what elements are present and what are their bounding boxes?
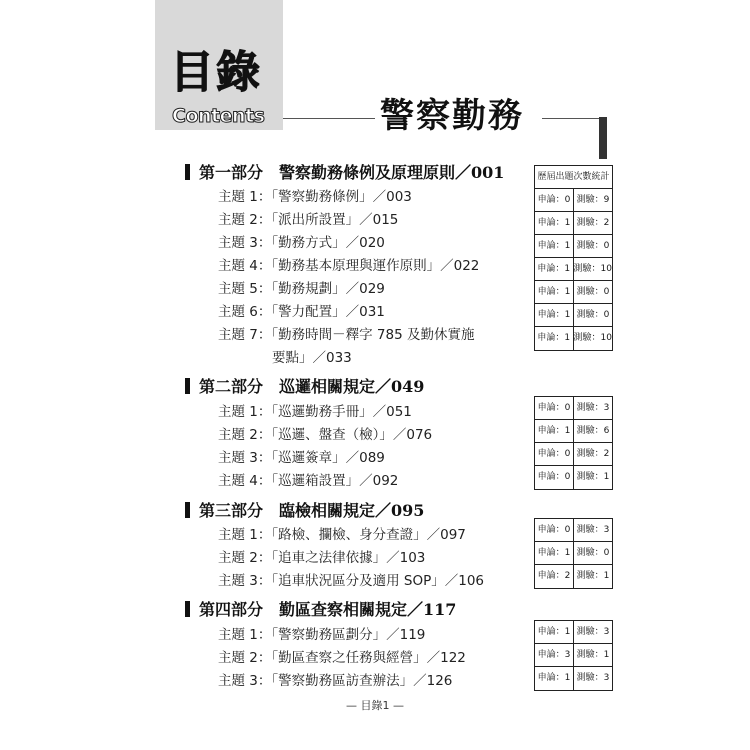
quiz-count: 測驗：3 — [576, 525, 610, 535]
quiz-count: 測驗：1 — [576, 472, 610, 482]
part-subtitle: 臨檢相關規定 — [279, 501, 376, 520]
essay-count: 申論：1 — [535, 212, 574, 234]
essay-count: 申論：0 — [535, 189, 574, 211]
topic-item[interactable]: 主題 3：「追車狀況區分及適用 SOP」／106 — [218, 573, 485, 589]
topic-item[interactable]: 主題 4：「巡邏箱設置」／092 — [218, 473, 399, 489]
essay-count: 申論：3 — [535, 644, 574, 666]
part-page: ／001 — [455, 163, 505, 182]
topic-item[interactable]: 主題 1：「巡邏勤務手冊」／051 — [218, 404, 412, 420]
stats-row — [535, 258, 612, 281]
essay-count: 申論：1 — [535, 327, 574, 350]
stats-row — [535, 466, 612, 489]
quiz-count: 測驗：3 — [576, 627, 610, 637]
quiz-count: 測驗：0 — [576, 287, 610, 297]
stats-row — [535, 281, 612, 304]
essay-count: 申論：1 — [535, 281, 574, 303]
stats-row — [535, 621, 612, 644]
quiz-count: 測驗：6 — [576, 426, 610, 436]
quiz-count: 測驗：2 — [576, 218, 610, 228]
stats-row — [535, 189, 612, 212]
topic-item[interactable]: 主題 5：「勤務規劃」／029 — [218, 281, 385, 297]
quiz-count: 測驗：2 — [576, 449, 610, 459]
topic-item[interactable]: 主題 2：「追車之法律依據」／103 — [218, 550, 426, 566]
stats-table — [534, 165, 613, 351]
stats-row — [535, 397, 612, 420]
quiz-count: 測驗：3 — [576, 403, 610, 413]
stats-table — [534, 396, 613, 490]
stats-row — [535, 565, 612, 588]
topic-item[interactable]: 主題 2：「派出所設置」／015 — [218, 212, 399, 228]
quiz-count: 測驗：0 — [576, 548, 610, 558]
essay-count: 申論：0 — [535, 397, 574, 419]
stats-row — [535, 519, 612, 542]
stats-row — [535, 667, 612, 690]
topic-item[interactable]: 主題 6：「警力配置」／031 — [218, 304, 385, 320]
part-marker — [185, 164, 190, 180]
part-heading[interactable] — [185, 163, 504, 183]
header-rule-left — [283, 118, 375, 119]
part-subtitle: 勤區查察相關規定 — [279, 600, 408, 619]
topic-item[interactable]: 主題 1：「警察勤務條例」／003 — [218, 189, 412, 205]
essay-count: 申論：1 — [535, 542, 574, 564]
essay-count: 申論：2 — [535, 565, 574, 588]
part-page: ／117 — [407, 600, 457, 619]
essay-count: 申論：1 — [535, 667, 574, 690]
stats-row — [535, 644, 612, 667]
quiz-count: 測驗：0 — [576, 310, 610, 320]
page-title-english: Contents — [172, 105, 265, 127]
part-marker — [185, 378, 190, 394]
stats-row — [535, 327, 612, 350]
stats-row — [535, 212, 612, 235]
part-marker — [185, 601, 190, 617]
part-subtitle: 警察勤務條例及原理原則 — [279, 163, 456, 182]
topic-item[interactable]: 主題 3：「勤務方式」／020 — [218, 235, 385, 251]
page-footer: — 目錄1 — — [346, 699, 404, 712]
part-subtitle: 巡邏相關規定 — [279, 377, 376, 396]
section-title: 警察勤務 — [380, 96, 524, 136]
topic-item[interactable]: 主題 3：「警察勤務區訪查辦法」／126 — [218, 673, 453, 689]
essay-count: 申論：1 — [535, 621, 574, 643]
stats-row — [535, 542, 612, 565]
essay-count: 申論：1 — [535, 235, 574, 257]
part-number: 第二部分 — [199, 377, 264, 396]
part-number: 第三部分 — [199, 501, 264, 520]
quiz-count: 測驗：1 — [576, 650, 610, 660]
topic-item[interactable]: 主題 2：「巡邏、盤查（檢）」／076 — [218, 427, 433, 443]
quiz-count: 測驗：3 — [576, 673, 610, 683]
part-heading[interactable] — [185, 501, 424, 521]
part-page: ／049 — [375, 377, 425, 396]
essay-count: 申論：1 — [535, 420, 574, 442]
stats-row — [535, 443, 612, 466]
topic-item[interactable]: 主題 7：「勤務時間－釋字 785 及勤休實施 — [218, 327, 475, 343]
essay-count: 申論：0 — [535, 466, 574, 489]
part-heading[interactable] — [185, 600, 456, 620]
topic-item[interactable]: 主題 3：「巡邏簽章」／089 — [218, 450, 385, 466]
part-page: ／095 — [375, 501, 425, 520]
part-number: 第一部分 — [199, 163, 264, 182]
stats-row — [535, 304, 612, 327]
stats-table-header: 歷屆出題次數統計 — [535, 166, 612, 189]
part-marker — [185, 502, 190, 518]
stats-row — [535, 235, 612, 258]
quiz-count: 測驗：9 — [576, 195, 610, 205]
stats-table — [534, 518, 613, 589]
quiz-count: 測驗：10 — [573, 333, 612, 343]
topic-item[interactable]: 主題 1：「路檢、攔檢、身分查證」／097 — [218, 527, 466, 543]
quiz-count: 測驗：1 — [576, 571, 610, 581]
essay-count: 申論：0 — [535, 443, 574, 465]
quiz-count: 測驗：10 — [573, 264, 612, 274]
stats-table — [534, 620, 613, 691]
stats-row — [535, 420, 612, 443]
topic-item[interactable]: 主題 2：「勤區查察之任務與經營」／122 — [218, 650, 466, 666]
topic-item[interactable]: 主題 1：「警察勤務區劃分」／119 — [218, 627, 426, 643]
topic-item[interactable]: 主題 4：「勤務基本原理與運作原則」／022 — [218, 258, 480, 274]
quiz-count: 測驗：0 — [576, 241, 610, 251]
header-rule-right — [542, 118, 600, 119]
essay-count: 申論：1 — [535, 304, 574, 326]
part-number: 第四部分 — [199, 600, 264, 619]
part-heading[interactable] — [185, 377, 424, 397]
header-accent-bar — [599, 117, 607, 159]
page-title: 目錄 — [170, 47, 262, 98]
essay-count: 申論：0 — [535, 519, 574, 541]
topic-item-continued[interactable]: 要點」／033 — [272, 350, 352, 366]
essay-count: 申論：1 — [535, 258, 574, 280]
